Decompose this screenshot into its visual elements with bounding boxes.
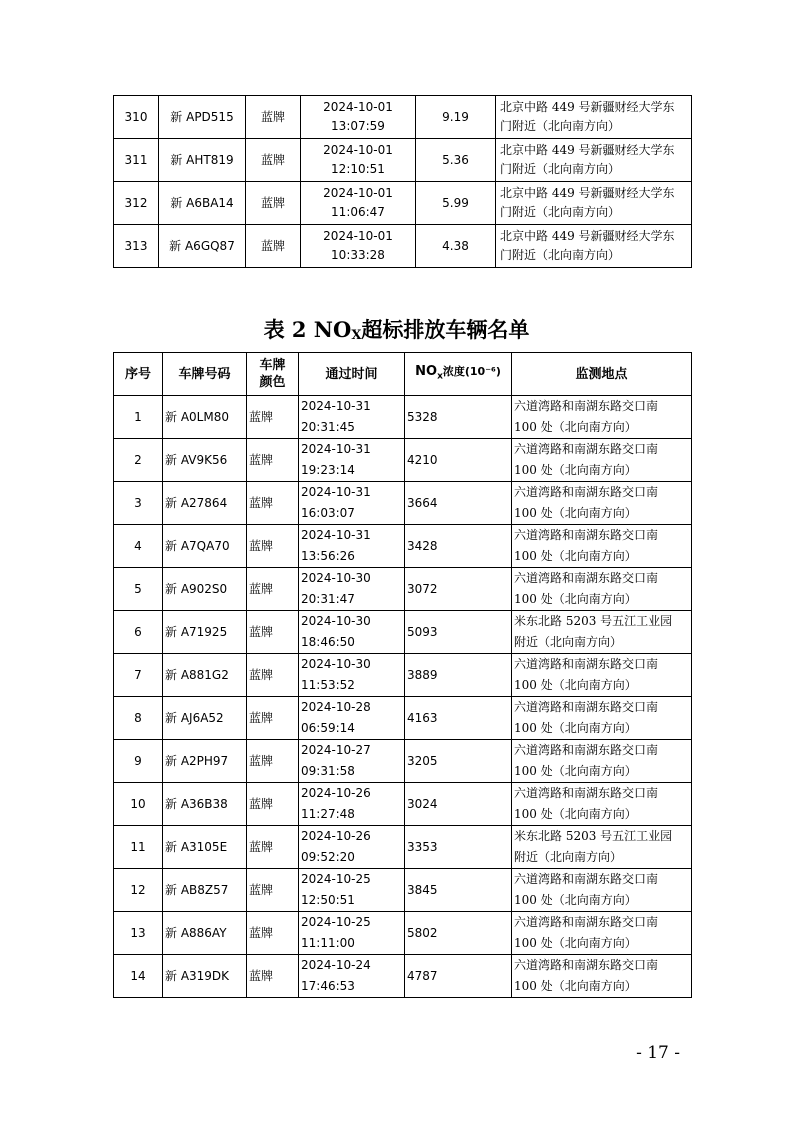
plate-color: 蓝牌 xyxy=(247,912,299,955)
nox-concentration: 3428 xyxy=(405,525,512,568)
pass-date: 2024-10-01 xyxy=(323,100,393,114)
pass-time xyxy=(299,783,405,826)
pass-date: 2024-10-30 xyxy=(301,657,371,671)
title-suffix: 超标排放车辆名单 xyxy=(361,317,530,342)
location-line1: 六道湾路和南湖东路交口南 xyxy=(514,786,659,800)
pass-clock: 10:33:28 xyxy=(331,248,385,262)
table-row xyxy=(114,955,692,998)
monitor-location xyxy=(512,611,692,654)
monitor-location xyxy=(512,525,692,568)
location-line2: 100 处（北向南方向） xyxy=(514,893,637,907)
plate-number: 新 AJ6A52 xyxy=(163,697,247,740)
nox-concentration: 3845 xyxy=(405,869,512,912)
pass-time xyxy=(299,396,405,439)
plate-color: 蓝牌 xyxy=(247,396,299,439)
pass-time xyxy=(299,697,405,740)
pass-time xyxy=(299,611,405,654)
row-number: 13 xyxy=(114,912,163,955)
table-1-continuation xyxy=(113,95,692,268)
plate-number: 新 A7QA70 xyxy=(163,525,247,568)
nox-concentration: 4787 xyxy=(405,955,512,998)
header-location: 监测地点 xyxy=(512,353,692,396)
table-row xyxy=(114,482,692,525)
measured-value: 4.38 xyxy=(416,225,496,268)
pass-clock: 09:52:20 xyxy=(301,850,355,864)
pass-time xyxy=(299,955,405,998)
location-line2: 门附近（北向南方向） xyxy=(500,205,621,219)
row-number: 313 xyxy=(114,225,159,268)
pass-time xyxy=(299,740,405,783)
table-2-header-row xyxy=(114,353,692,396)
pass-time xyxy=(299,826,405,869)
row-number: 10 xyxy=(114,783,163,826)
location-line2: 100 处（北向南方向） xyxy=(514,764,637,778)
plate-color: 蓝牌 xyxy=(247,955,299,998)
location-line1: 米东北路 5203 号五江工业园 xyxy=(514,614,673,628)
monitor-location xyxy=(512,955,692,998)
nox-concentration: 3353 xyxy=(405,826,512,869)
table-row xyxy=(114,740,692,783)
header-color-line1: 车牌 xyxy=(259,358,286,373)
pass-time xyxy=(301,96,416,139)
table-row xyxy=(114,783,692,826)
table-2-body xyxy=(114,396,692,998)
row-number: 1 xyxy=(114,396,163,439)
plate-number: 新 A886AY xyxy=(163,912,247,955)
location-line1: 六道湾路和南湖东路交口南 xyxy=(514,399,659,413)
row-number: 14 xyxy=(114,955,163,998)
header-no: 序号 xyxy=(114,353,163,396)
plate-number: 新 A3105E xyxy=(163,826,247,869)
plate-color: 蓝牌 xyxy=(247,826,299,869)
plate-color: 蓝牌 xyxy=(247,439,299,482)
pass-clock: 09:31:58 xyxy=(301,764,355,778)
plate-color: 蓝牌 xyxy=(247,482,299,525)
pass-date: 2024-10-28 xyxy=(301,700,371,714)
pass-clock: 11:06:47 xyxy=(331,205,385,219)
pass-time xyxy=(301,225,416,268)
pass-clock: 20:31:47 xyxy=(301,592,355,606)
nox-concentration: 3889 xyxy=(405,654,512,697)
plate-color: 蓝牌 xyxy=(247,654,299,697)
table-2 xyxy=(113,352,692,998)
table-row xyxy=(114,826,692,869)
plate-color: 蓝牌 xyxy=(247,783,299,826)
location-line2: 100 处（北向南方向） xyxy=(514,420,637,434)
pass-time xyxy=(301,182,416,225)
table-row xyxy=(114,912,692,955)
plate-number: 新 A0LM80 xyxy=(163,396,247,439)
pass-clock: 16:03:07 xyxy=(301,506,355,520)
location-line1: 北京中路 449 号新疆财经大学东 xyxy=(500,186,675,200)
pass-date: 2024-10-31 xyxy=(301,528,371,542)
pass-clock: 12:50:51 xyxy=(301,893,355,907)
table-row xyxy=(114,697,692,740)
pass-date: 2024-10-31 xyxy=(301,442,371,456)
row-number: 7 xyxy=(114,654,163,697)
plate-color: 蓝牌 xyxy=(247,869,299,912)
location-line1: 六道湾路和南湖东路交口南 xyxy=(514,743,659,757)
pass-clock: 17:46:53 xyxy=(301,979,355,993)
nox-concentration: 5802 xyxy=(405,912,512,955)
location-line1: 六道湾路和南湖东路交口南 xyxy=(514,700,659,714)
pass-clock: 13:07:59 xyxy=(331,119,385,133)
monitor-location xyxy=(512,396,692,439)
location-line2: 附近（北向南方向） xyxy=(514,850,623,864)
monitor-location xyxy=(496,139,692,182)
location-line2: 100 处（北向南方向） xyxy=(514,721,637,735)
pass-time xyxy=(299,482,405,525)
header-color-line2: 颜色 xyxy=(259,375,286,390)
pass-date: 2024-10-01 xyxy=(323,229,393,243)
header-conc-suffix: 浓度(10⁻⁶) xyxy=(442,364,501,378)
location-line2: 100 处（北向南方向） xyxy=(514,979,637,993)
location-line2: 100 处（北向南方向） xyxy=(514,678,637,692)
plate-number: 新 A881G2 xyxy=(163,654,247,697)
row-number: 9 xyxy=(114,740,163,783)
location-line2: 门附近（北向南方向） xyxy=(500,248,621,262)
plate-color: 蓝牌 xyxy=(246,139,301,182)
page-number: - 17 - xyxy=(636,1043,680,1063)
location-line1: 北京中路 449 号新疆财经大学东 xyxy=(500,100,675,114)
pass-date: 2024-10-26 xyxy=(301,829,371,843)
table-row xyxy=(114,96,692,139)
location-line1: 六道湾路和南湖东路交口南 xyxy=(514,657,659,671)
table-row xyxy=(114,869,692,912)
plate-color: 蓝牌 xyxy=(247,697,299,740)
nox-concentration: 4210 xyxy=(405,439,512,482)
plate-number: 新 A2PH97 xyxy=(163,740,247,783)
pass-time xyxy=(299,568,405,611)
pass-clock: 19:23:14 xyxy=(301,463,355,477)
location-line1: 北京中路 449 号新疆财经大学东 xyxy=(500,229,675,243)
row-number: 2 xyxy=(114,439,163,482)
location-line2: 100 处（北向南方向） xyxy=(514,936,637,950)
nox-concentration: 5093 xyxy=(405,611,512,654)
table-2-title xyxy=(0,314,793,344)
plate-color: 蓝牌 xyxy=(246,96,301,139)
pass-clock: 06:59:14 xyxy=(301,721,355,735)
location-line2: 附近（北向南方向） xyxy=(514,635,623,649)
location-line2: 100 处（北向南方向） xyxy=(514,506,637,520)
pass-date: 2024-10-24 xyxy=(301,958,371,972)
location-line1: 六道湾路和南湖东路交口南 xyxy=(514,528,659,542)
location-line1: 六道湾路和南湖东路交口南 xyxy=(514,485,659,499)
plate-color: 蓝牌 xyxy=(246,182,301,225)
nox-concentration: 3072 xyxy=(405,568,512,611)
location-line1: 六道湾路和南湖东路交口南 xyxy=(514,872,659,886)
pass-time xyxy=(299,525,405,568)
plate-number: 新 A6BA14 xyxy=(159,182,246,225)
monitor-location xyxy=(512,482,692,525)
header-color xyxy=(247,353,299,396)
location-line1: 六道湾路和南湖东路交口南 xyxy=(514,958,659,972)
header-plate: 车牌号码 xyxy=(163,353,247,396)
plate-number: 新 A27864 xyxy=(163,482,247,525)
pass-date: 2024-10-31 xyxy=(301,485,371,499)
pass-date: 2024-10-26 xyxy=(301,786,371,800)
location-line2: 门附近（北向南方向） xyxy=(500,119,621,133)
row-number: 311 xyxy=(114,139,159,182)
monitor-location xyxy=(512,568,692,611)
pass-clock: 12:10:51 xyxy=(331,162,385,176)
row-number: 4 xyxy=(114,525,163,568)
row-number: 12 xyxy=(114,869,163,912)
row-number: 312 xyxy=(114,182,159,225)
plate-color: 蓝牌 xyxy=(247,740,299,783)
nox-concentration: 4163 xyxy=(405,697,512,740)
table-row xyxy=(114,396,692,439)
table-row xyxy=(114,139,692,182)
location-line2: 门附近（北向南方向） xyxy=(500,162,621,176)
plate-number: 新 A36B38 xyxy=(163,783,247,826)
location-line1: 北京中路 449 号新疆财经大学东 xyxy=(500,143,675,157)
monitor-location xyxy=(512,826,692,869)
table-row xyxy=(114,568,692,611)
monitor-location xyxy=(512,439,692,482)
pass-date: 2024-10-30 xyxy=(301,571,371,585)
monitor-location xyxy=(496,96,692,139)
nox-concentration: 3664 xyxy=(405,482,512,525)
table-row xyxy=(114,525,692,568)
plate-color: 蓝牌 xyxy=(246,225,301,268)
row-number: 310 xyxy=(114,96,159,139)
plate-color: 蓝牌 xyxy=(247,611,299,654)
pass-date: 2024-10-30 xyxy=(301,614,371,628)
location-line2: 100 处（北向南方向） xyxy=(514,592,637,606)
pass-clock: 18:46:50 xyxy=(301,635,355,649)
nox-concentration: 3024 xyxy=(405,783,512,826)
location-line1: 六道湾路和南湖东路交口南 xyxy=(514,442,659,456)
monitor-location xyxy=(512,912,692,955)
row-number: 11 xyxy=(114,826,163,869)
pass-clock: 20:31:45 xyxy=(301,420,355,434)
monitor-location xyxy=(512,869,692,912)
location-line1: 米东北路 5203 号五江工业园 xyxy=(514,829,673,843)
plate-number: 新 AV9K56 xyxy=(163,439,247,482)
pass-date: 2024-10-27 xyxy=(301,743,371,757)
measured-value: 5.99 xyxy=(416,182,496,225)
pass-time xyxy=(299,912,405,955)
header-conc-prefix: NO xyxy=(415,363,438,379)
plate-color: 蓝牌 xyxy=(247,525,299,568)
header-conc-sub: x xyxy=(437,371,443,382)
pass-date: 2024-10-01 xyxy=(323,143,393,157)
monitor-location xyxy=(512,740,692,783)
pass-date: 2024-10-25 xyxy=(301,872,371,886)
measured-value: 9.19 xyxy=(416,96,496,139)
table-row xyxy=(114,611,692,654)
pass-date: 2024-10-25 xyxy=(301,915,371,929)
row-number: 3 xyxy=(114,482,163,525)
plate-number: 新 APD515 xyxy=(159,96,246,139)
plate-number: 新 A6GQ87 xyxy=(159,225,246,268)
title-prefix: 表 2 NO xyxy=(263,317,352,342)
monitor-location xyxy=(512,783,692,826)
measured-value: 5.36 xyxy=(416,139,496,182)
table-row xyxy=(114,654,692,697)
plate-number: 新 A902S0 xyxy=(163,568,247,611)
plate-color: 蓝牌 xyxy=(247,568,299,611)
plate-number: 新 AHT819 xyxy=(159,139,246,182)
location-line1: 六道湾路和南湖东路交口南 xyxy=(514,915,659,929)
table-row xyxy=(114,182,692,225)
row-number: 6 xyxy=(114,611,163,654)
location-line2: 100 处（北向南方向） xyxy=(514,463,637,477)
pass-time xyxy=(299,439,405,482)
plate-number: 新 AB8Z57 xyxy=(163,869,247,912)
pass-date: 2024-10-31 xyxy=(301,399,371,413)
pass-clock: 11:11:00 xyxy=(301,936,355,950)
pass-clock: 11:53:52 xyxy=(301,678,355,692)
location-line2: 100 处（北向南方向） xyxy=(514,549,637,563)
table-row xyxy=(114,439,692,482)
row-number: 8 xyxy=(114,697,163,740)
header-concentration xyxy=(405,353,512,396)
title-subscript: X xyxy=(351,328,362,343)
table-1-body xyxy=(114,96,692,268)
plate-number: 新 A71925 xyxy=(163,611,247,654)
pass-time xyxy=(301,139,416,182)
nox-concentration: 3205 xyxy=(405,740,512,783)
pass-clock: 11:27:48 xyxy=(301,807,355,821)
location-line1: 六道湾路和南湖东路交口南 xyxy=(514,571,659,585)
table-row xyxy=(114,225,692,268)
monitor-location xyxy=(512,697,692,740)
monitor-location xyxy=(512,654,692,697)
pass-date: 2024-10-01 xyxy=(323,186,393,200)
monitor-location xyxy=(496,225,692,268)
plate-number: 新 A319DK xyxy=(163,955,247,998)
row-number: 5 xyxy=(114,568,163,611)
pass-time xyxy=(299,869,405,912)
location-line2: 100 处（北向南方向） xyxy=(514,807,637,821)
pass-time xyxy=(299,654,405,697)
pass-clock: 13:56:26 xyxy=(301,549,355,563)
monitor-location xyxy=(496,182,692,225)
header-time: 通过时间 xyxy=(299,353,405,396)
nox-concentration: 5328 xyxy=(405,396,512,439)
